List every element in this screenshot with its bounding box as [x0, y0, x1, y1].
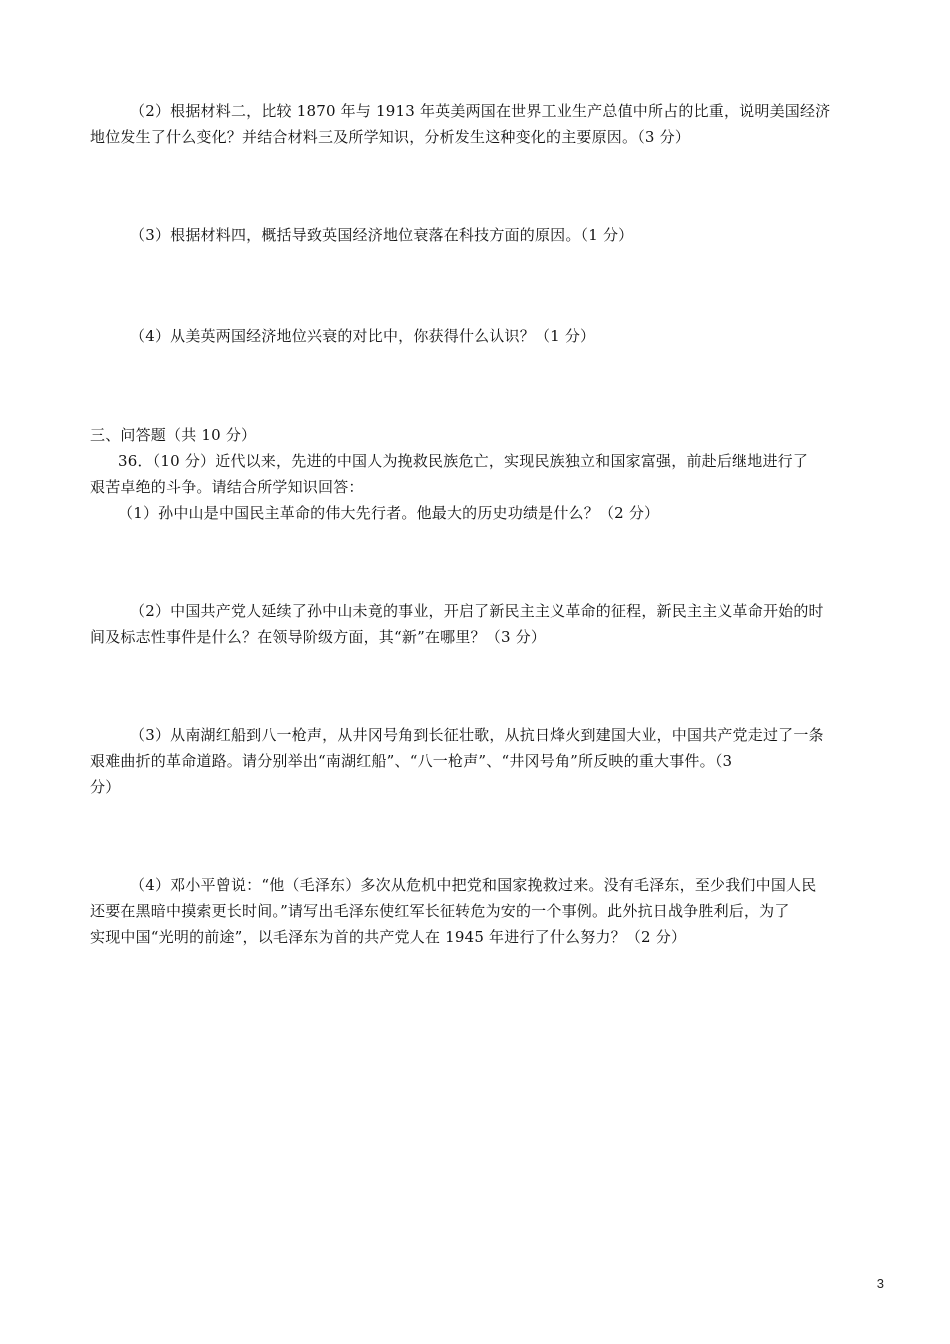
question-36-sub-3-line-3: 分）: [90, 778, 121, 796]
question-4-line-1: （4）从美英两国经济地位兴衰的对比中，你获得什么认识？（1 分）: [130, 327, 596, 345]
question-36-sub-2-line-2: 间及标志性事件是什么？在领导阶级方面，其“新”在哪里？（3 分）: [90, 628, 547, 646]
page-number: 3: [876, 1276, 884, 1291]
question-3-line-1: （3）根据材料四，概括导致英国经济地位衰落在科技方面的原因。（1 分）: [130, 226, 634, 244]
question-36-sub-4-line-1: （4）邓小平曾说：“他（毛泽东）多次从危机中把党和国家挽救过来。没有毛泽东，至少我们中国人民: [130, 876, 817, 894]
question-2-line-1: （2）根据材料二，比较 1870 年与 1913 年英美两国在世界工业生产总值中所占的比重，说明美国经济: [130, 102, 831, 120]
question-2-line-2: 地位发生了什么变化？并结合材料三及所学知识，分析发生这种变化的主要原因。（3 分）: [90, 128, 691, 146]
question-36-sub-1: （1）孙中山是中国民主革命的伟大先行者。他最大的历史功绩是什么？（2 分）: [118, 504, 660, 522]
question-36-sub-3-line-2: 艰难曲折的革命道路。请分别举出“南湖红船”、“八一枪声”、“井冈号角”所反映的重大事件。（3: [90, 752, 733, 770]
question-36-sub-2-line-1: （2）中国共产党人延续了孙中山未竟的事业，开启了新民主主义革命的征程，新民主主义革命开始的时: [130, 602, 824, 620]
question-36-sub-3-line-1: （3）从南湖红船到八一枪声，从井冈号角到长征壮歌，从抗日烽火到建国大业，中国共产党走过了一条: [130, 726, 824, 744]
section-3-heading: 三、问答题（共 10 分）: [90, 426, 257, 444]
question-36-sub-4-line-2: 还要在黑暗中摸索更长时间。”请写出毛泽东使红军长征转危为安的一个事例。此外抗日战争胜利后，为了: [90, 902, 790, 920]
question-36-intro-line-2: 艰苦卓绝的斗争。请结合所学知识回答：: [90, 478, 364, 496]
question-36-intro-line-1: 36．（10 分）近代以来，先进的中国人为挽救民族危亡，实现民族独立和国家富强，前赴后继地进行了: [118, 452, 809, 470]
question-36-sub-4-line-3: 实现中国“光明的前途”，以毛泽东为首的共产党人在 1945 年进行了什么努力？（2 分）: [90, 928, 687, 946]
